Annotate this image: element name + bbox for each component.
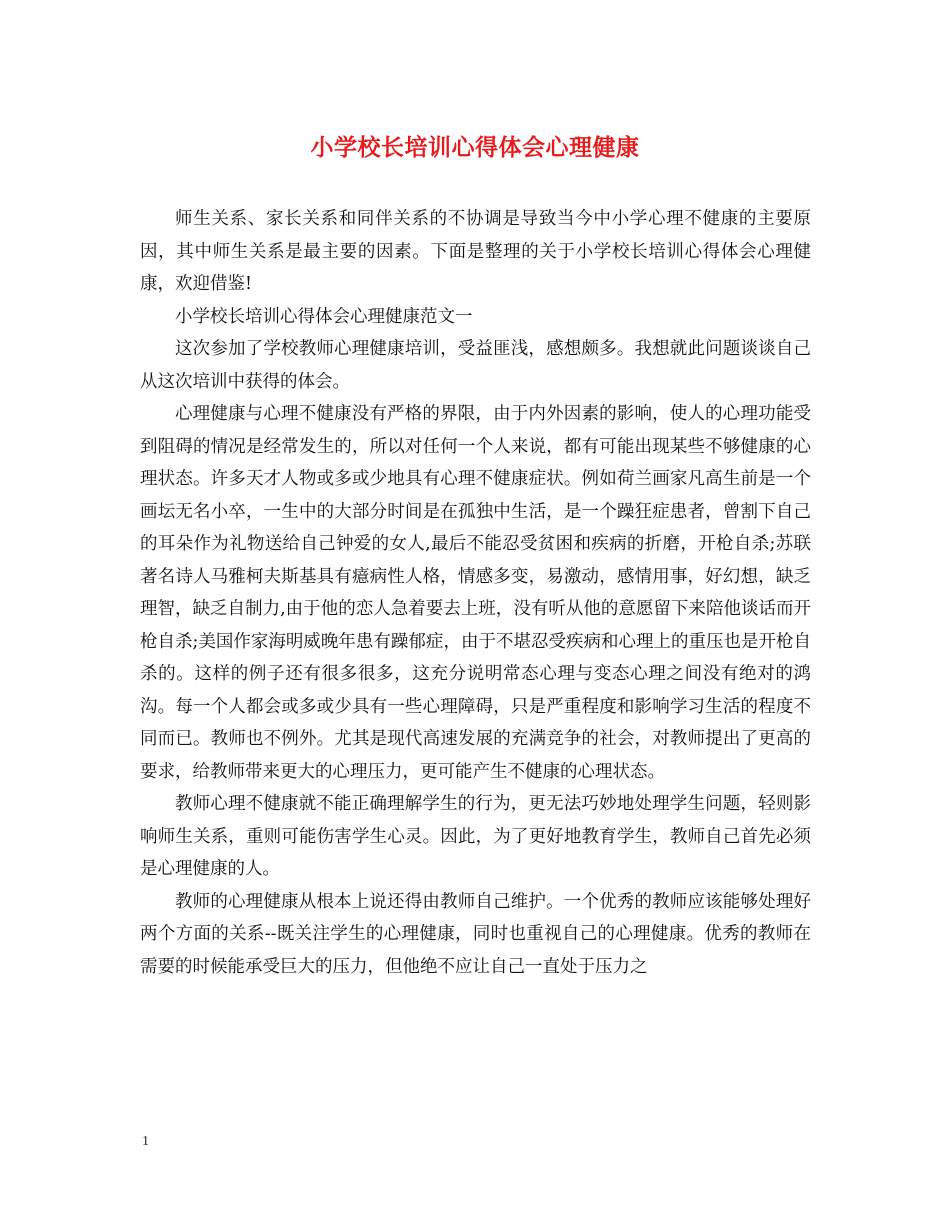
document-title: 小学校长培训心得体会心理健康 xyxy=(310,134,640,161)
paragraph-3: 教师心理不健康就不能正确理解学生的行为，更无法巧妙地处理学生问题，轻则影响师生关系，重则可能伤害学生心灵。因此，为了更好地教育学生，教师自己首先必须是心理健康的人。 xyxy=(140,794,811,879)
paragraph-intro: 师生关系、家长关系和同伴关系的不协调是导致当今中小学心理不健康的主要原因，其中师生关系是最主要的因素。下面是整理的关于小学校长培训心得体会心理健康，欢迎借鉴! xyxy=(140,209,811,294)
paragraph-section-heading: 小学校长培训心得体会心理健康范文一 xyxy=(175,306,473,327)
paragraph-2: 心理健康与心理不健康没有严格的界限，由于内外因素的影响，使人的心理功能受到阻碍的情况是经常发生的，所以对任何一个人来说，都有可能出现某些不够健康的心理状态。许多天才人物或多或少地具有心理不健康症状。例如荷兰画家凡高生前是一个画坛无名小卒，一生中的大部分时间是在孤独中生活，是一个躁狂症患者，曾割下自己的耳朵作为礼物送给自己钟爱的女人,最后不能忍受贫困和疾病的折磨，开枪自杀;苏联著名诗人马雅柯夫斯基具有癔病性人格，情感多变，易激动，感情用事，好幻想，缺乏理智，缺乏自制力,由于他的恋人急着要去上班，没有听从他的意愿留下来陪他谈话而开枪自杀;美国作家海明威晚年患有躁郁症，由于不堪忍受疾病和心理上的重压也是开枪自杀的。这样的例子还有很多很多，这充分说明常态心理与变态心理之间没有绝对的鸿沟。每一个人都会或多或少具有一些心理障碍，只是严重程度和影响学习生活的程度不同而已。教师也不例外。尤其是现代高速发展的充满竞争的社会，对教师提出了更高的要求，给教师带来更大的心理压力，更可能产生不健康的心理状态。 xyxy=(140,404,811,782)
page-number: 1 xyxy=(142,1134,149,1149)
paragraph-4: 教师的心理健康从根本上说还得由教师自己维护。一个优秀的教师应该能够处理好两个方面的关系--既关注学生的心理健康，同时也重视自己的心理健康。优秀的教师在需要的时候能承受巨大的压力，但他绝不应让自己一直处于压力之 xyxy=(140,891,811,977)
document-body xyxy=(140,203,811,983)
paragraph-1: 这次参加了学校教师心理健康培训，受益匪浅，感想颇多。我想就此问题谈谈自己从这次培训中获得的体会。 xyxy=(140,339,811,392)
